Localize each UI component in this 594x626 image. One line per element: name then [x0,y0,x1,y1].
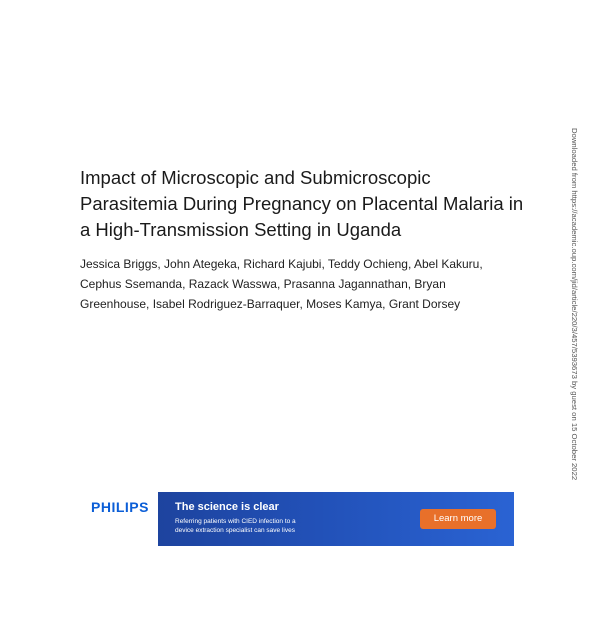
download-note-text: Downloaded from https://academic.oup.com/jid/article/220/3/457/5393673 by guest on 15 October 2022 [570,128,579,481]
author-line: Cephus Ssemanda, Razack Wasswa, Prasanna Jagannathan, Bryan [80,277,446,291]
learn-more-button[interactable]: Learn more [420,509,496,529]
article-title [80,165,524,243]
article-title-line: a High-Transmission Setting in Uganda [80,219,402,240]
author-line: Greenhouse, Isabel Rodriguez-Barraquer, Moses Kamya, Grant Dorsey [80,297,461,311]
ad-copy-line: Referring patients with CIED infection to a [175,518,296,525]
ad-headline: The science is clear [175,501,279,513]
ad-copy-line: device extraction specialist can save lives [175,527,295,534]
article-title-line: Parasitemia During Pregnancy on Placental Malaria in [80,193,524,214]
advertisement-banner[interactable] [80,492,514,546]
author-line: Jessica Briggs, John Ategeka, Richard Kajubi, Teddy Ochieng, Abel Kakuru, [80,257,483,271]
ad-copy [175,517,296,535]
philips-logo: PHILIPS [91,499,149,515]
article-title-line: Impact of Microscopic and Submicroscopic [80,167,431,188]
ad-logo-box [80,492,158,546]
download-note [565,128,583,500]
author-list [80,254,520,314]
